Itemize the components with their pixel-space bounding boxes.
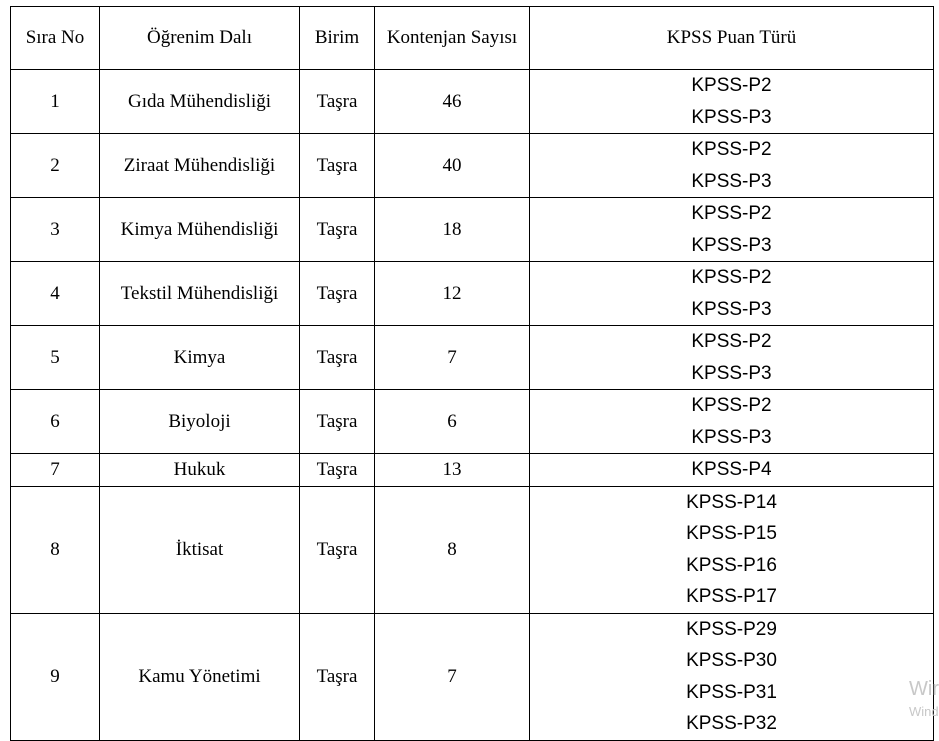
- kpss-puan-item: KPSS-P2: [691, 395, 772, 416]
- cell-ogrenim-dali: Biyoloji: [100, 390, 300, 454]
- table-row: [11, 613, 934, 740]
- table-row: [11, 326, 934, 390]
- table-body: [11, 70, 934, 741]
- cell-ogrenim-dali: Gıda Mühendisliği: [100, 70, 300, 134]
- cell-sira-no: 4: [11, 262, 100, 326]
- header-ogrenim-dali: Öğrenim Dalı: [100, 7, 300, 70]
- table-header-row: [11, 7, 934, 70]
- cell-kpss-puan-turu: [530, 613, 934, 740]
- cell-kpss-puan-turu: [530, 70, 934, 134]
- kpss-puan-item: KPSS-P4: [691, 459, 772, 480]
- cell-kontenjan: 8: [375, 486, 530, 613]
- kpss-puan-item: KPSS-P2: [691, 203, 772, 224]
- cell-sira-no: 7: [11, 454, 100, 487]
- cell-birim: Taşra: [300, 326, 375, 390]
- cell-kpss-puan-turu: [530, 326, 934, 390]
- cell-birim: Taşra: [300, 454, 375, 487]
- table-row: [11, 390, 934, 454]
- cell-ogrenim-dali: Kimya: [100, 326, 300, 390]
- cell-kontenjan: 40: [375, 134, 530, 198]
- cell-sira-no: 8: [11, 486, 100, 613]
- cell-kontenjan: 7: [375, 613, 530, 740]
- header-kontenjan: Kontenjan Sayısı: [375, 7, 530, 70]
- cell-kontenjan: 46: [375, 70, 530, 134]
- kpss-puan-item: KPSS-P30: [686, 650, 777, 671]
- table-row: [11, 70, 934, 134]
- kpss-puan-item: KPSS-P29: [686, 618, 777, 640]
- cell-sira-no: 1: [11, 70, 100, 134]
- cell-birim: Taşra: [300, 613, 375, 740]
- kpss-puan-item: KPSS-P32: [686, 713, 777, 734]
- kpss-puan-item: KPSS-P16: [686, 554, 777, 576]
- cell-kpss-puan-turu: [530, 134, 934, 198]
- kpss-puan-item: KPSS-P3: [691, 170, 772, 192]
- kpss-puan-item: KPSS-P3: [691, 234, 772, 256]
- cell-kpss-puan-turu: [530, 198, 934, 262]
- kpss-puan-item: KPSS-P2: [691, 75, 772, 96]
- cell-kontenjan: 18: [375, 198, 530, 262]
- cell-ogrenim-dali: Ziraat Mühendisliği: [100, 134, 300, 198]
- kpss-puan-item: KPSS-P15: [686, 523, 777, 544]
- cell-birim: Taşra: [300, 262, 375, 326]
- cell-kpss-puan-turu: [530, 486, 934, 613]
- cell-kontenjan: 13: [375, 454, 530, 487]
- cell-kontenjan: 6: [375, 390, 530, 454]
- kpss-puan-item: KPSS-P14: [686, 491, 777, 513]
- cell-sira-no: 2: [11, 134, 100, 198]
- kpss-puan-item: KPSS-P2: [691, 139, 772, 160]
- header-sira-no: Sıra No: [11, 7, 100, 70]
- kpss-puan-item: KPSS-P3: [691, 362, 772, 384]
- cell-birim: Taşra: [300, 198, 375, 262]
- header-kpss-puan-turu: KPSS Puan Türü: [530, 7, 934, 70]
- cell-birim: Taşra: [300, 70, 375, 134]
- kpss-puan-item: KPSS-P2: [691, 331, 772, 352]
- cell-ogrenim-dali: Tekstil Mühendisliği: [100, 262, 300, 326]
- cell-sira-no: 6: [11, 390, 100, 454]
- cell-birim: Taşra: [300, 134, 375, 198]
- table-row: [11, 198, 934, 262]
- cell-kpss-puan-turu: [530, 454, 934, 487]
- table-row: [11, 134, 934, 198]
- cell-ogrenim-dali: Hukuk: [100, 454, 300, 487]
- cell-birim: Taşra: [300, 390, 375, 454]
- header-birim: Birim: [300, 7, 375, 70]
- table-row: [11, 486, 934, 613]
- cell-sira-no: 5: [11, 326, 100, 390]
- table-row: [11, 454, 934, 487]
- kpss-puan-item: KPSS-P31: [686, 681, 777, 703]
- activation-watermark-line1: Wir: [909, 678, 939, 700]
- kpss-puan-item: KPSS-P3: [691, 298, 772, 320]
- cell-kpss-puan-turu: [530, 262, 934, 326]
- cell-ogrenim-dali: Kamu Yönetimi: [100, 613, 300, 740]
- cell-kontenjan: 12: [375, 262, 530, 326]
- cell-kontenjan: 7: [375, 326, 530, 390]
- cell-kpss-puan-turu: [530, 390, 934, 454]
- cell-birim: Taşra: [300, 486, 375, 613]
- kadro-table: [10, 6, 934, 741]
- kpss-puan-item: KPSS-P3: [691, 106, 772, 128]
- cell-ogrenim-dali: Kimya Mühendisliği: [100, 198, 300, 262]
- table-row: [11, 262, 934, 326]
- cell-ogrenim-dali: İktisat: [100, 486, 300, 613]
- kpss-puan-item: KPSS-P17: [686, 586, 777, 607]
- cell-sira-no: 3: [11, 198, 100, 262]
- activation-watermark-line2: Wind: [909, 704, 939, 719]
- kpss-puan-item: KPSS-P3: [691, 426, 772, 448]
- kpss-puan-item: KPSS-P2: [691, 267, 772, 288]
- cell-sira-no: 9: [11, 613, 100, 740]
